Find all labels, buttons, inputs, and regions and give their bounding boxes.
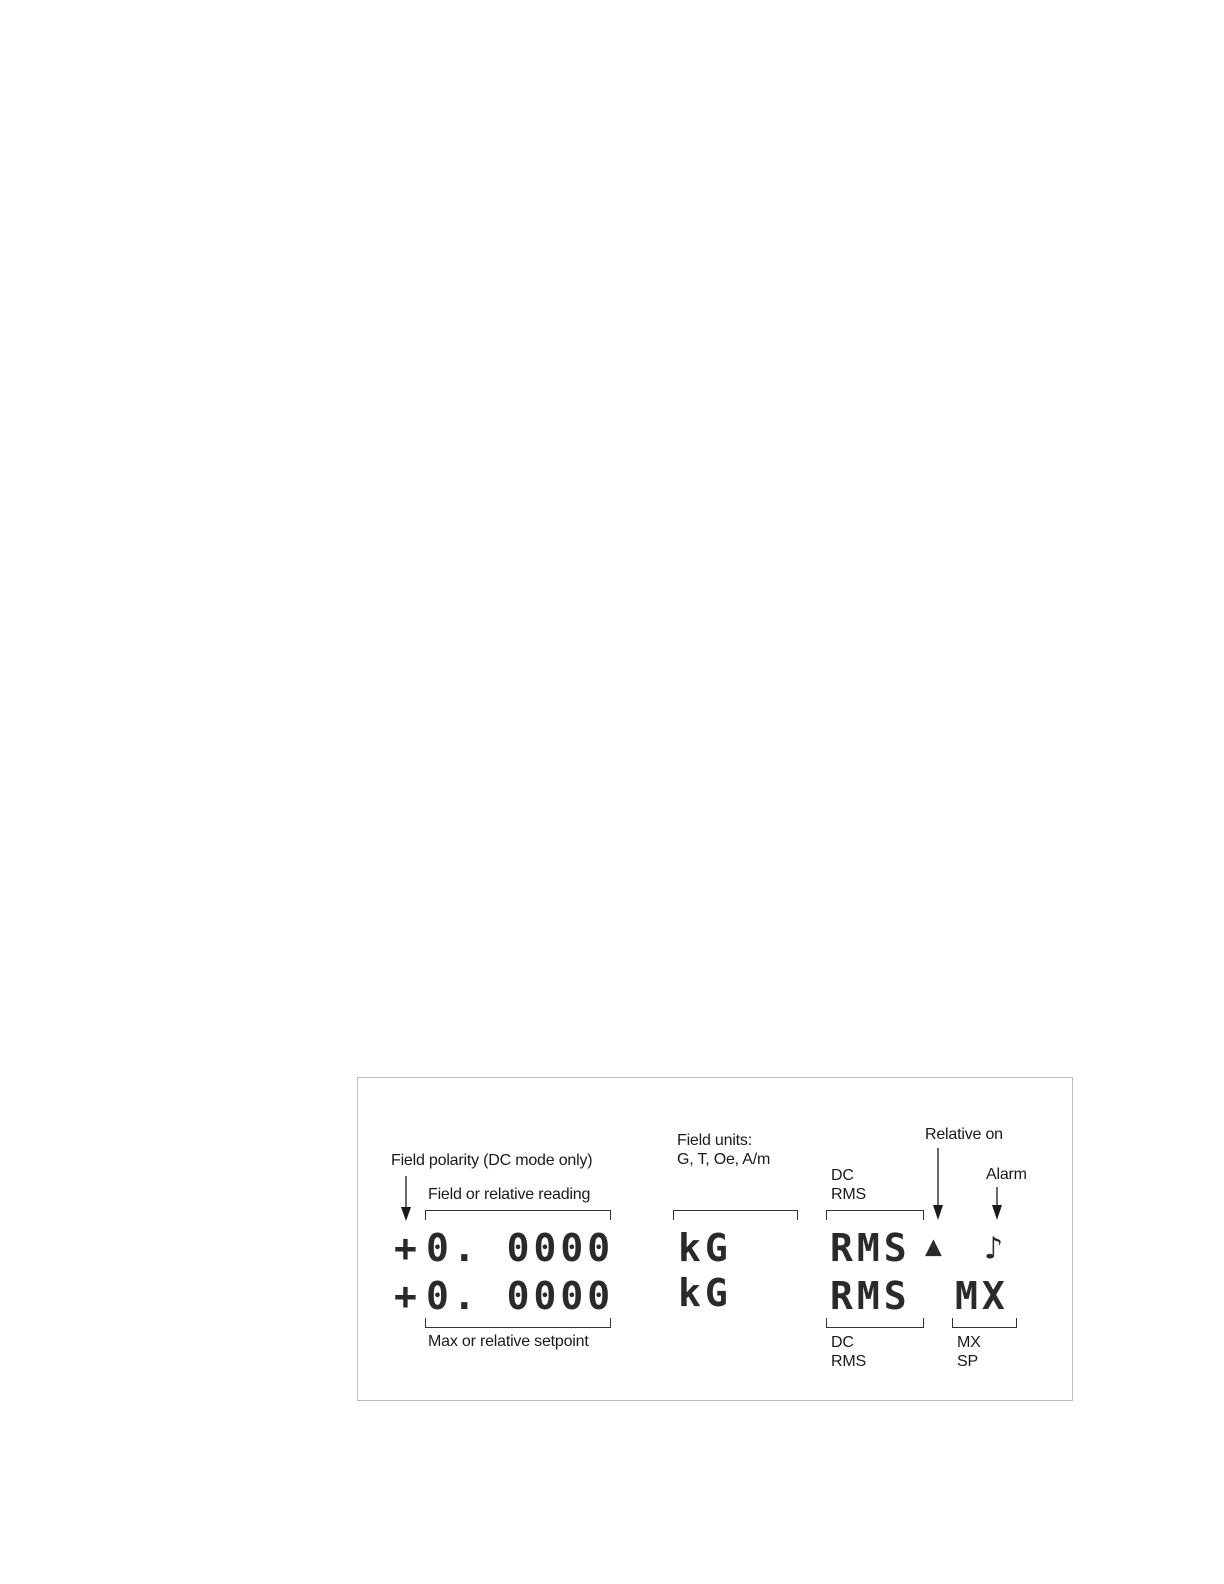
mode-top-bracket (826, 1210, 924, 1220)
max-setpoint-label: Max or relative setpoint (428, 1333, 589, 1350)
reading-top-bracket (425, 1210, 611, 1220)
row2-mode: RMS (830, 1274, 911, 1318)
mode-bottom-dc: DC (831, 1334, 854, 1351)
units-top-bracket (673, 1210, 798, 1220)
mode-top-dc: DC (831, 1167, 854, 1184)
alarm-label: Alarm (986, 1166, 1027, 1183)
relative-on-icon: ▲ (925, 1229, 946, 1262)
row1-sign: + (394, 1226, 421, 1270)
field-units-label (677, 1131, 770, 1169)
mxsp-sp: SP (957, 1353, 978, 1370)
relative-on-label: Relative on (925, 1126, 1003, 1143)
setpoint-bottom-bracket (425, 1318, 611, 1328)
mxsp-label (957, 1333, 981, 1371)
field-reading-label: Field or relative reading (428, 1186, 591, 1203)
mode-top-label (831, 1166, 866, 1204)
row1-mode: RMS (830, 1226, 911, 1270)
row1-units: kG (678, 1226, 732, 1270)
field-units-list: G, T, Oe, A/m (677, 1151, 771, 1168)
mode-bottom-rms: RMS (831, 1353, 866, 1370)
row2-value: 0. 0000 (426, 1274, 615, 1318)
mxsp-bottom-bracket (952, 1318, 1017, 1328)
row2-sign: + (394, 1274, 421, 1318)
row1-value: 0. 0000 (426, 1226, 615, 1270)
mode-bottom-label (831, 1333, 866, 1371)
alarm-icon: ♪ (984, 1229, 1008, 1267)
field-units-title: Field units: (677, 1132, 752, 1149)
mode-bottom-bracket (826, 1318, 924, 1328)
row2-status: MX (955, 1274, 1009, 1318)
field-polarity-label: Field polarity (DC mode only) (391, 1152, 593, 1169)
mxsp-mx: MX (957, 1334, 981, 1351)
mode-top-rms: RMS (831, 1186, 866, 1203)
row2-units: kG (678, 1271, 732, 1315)
